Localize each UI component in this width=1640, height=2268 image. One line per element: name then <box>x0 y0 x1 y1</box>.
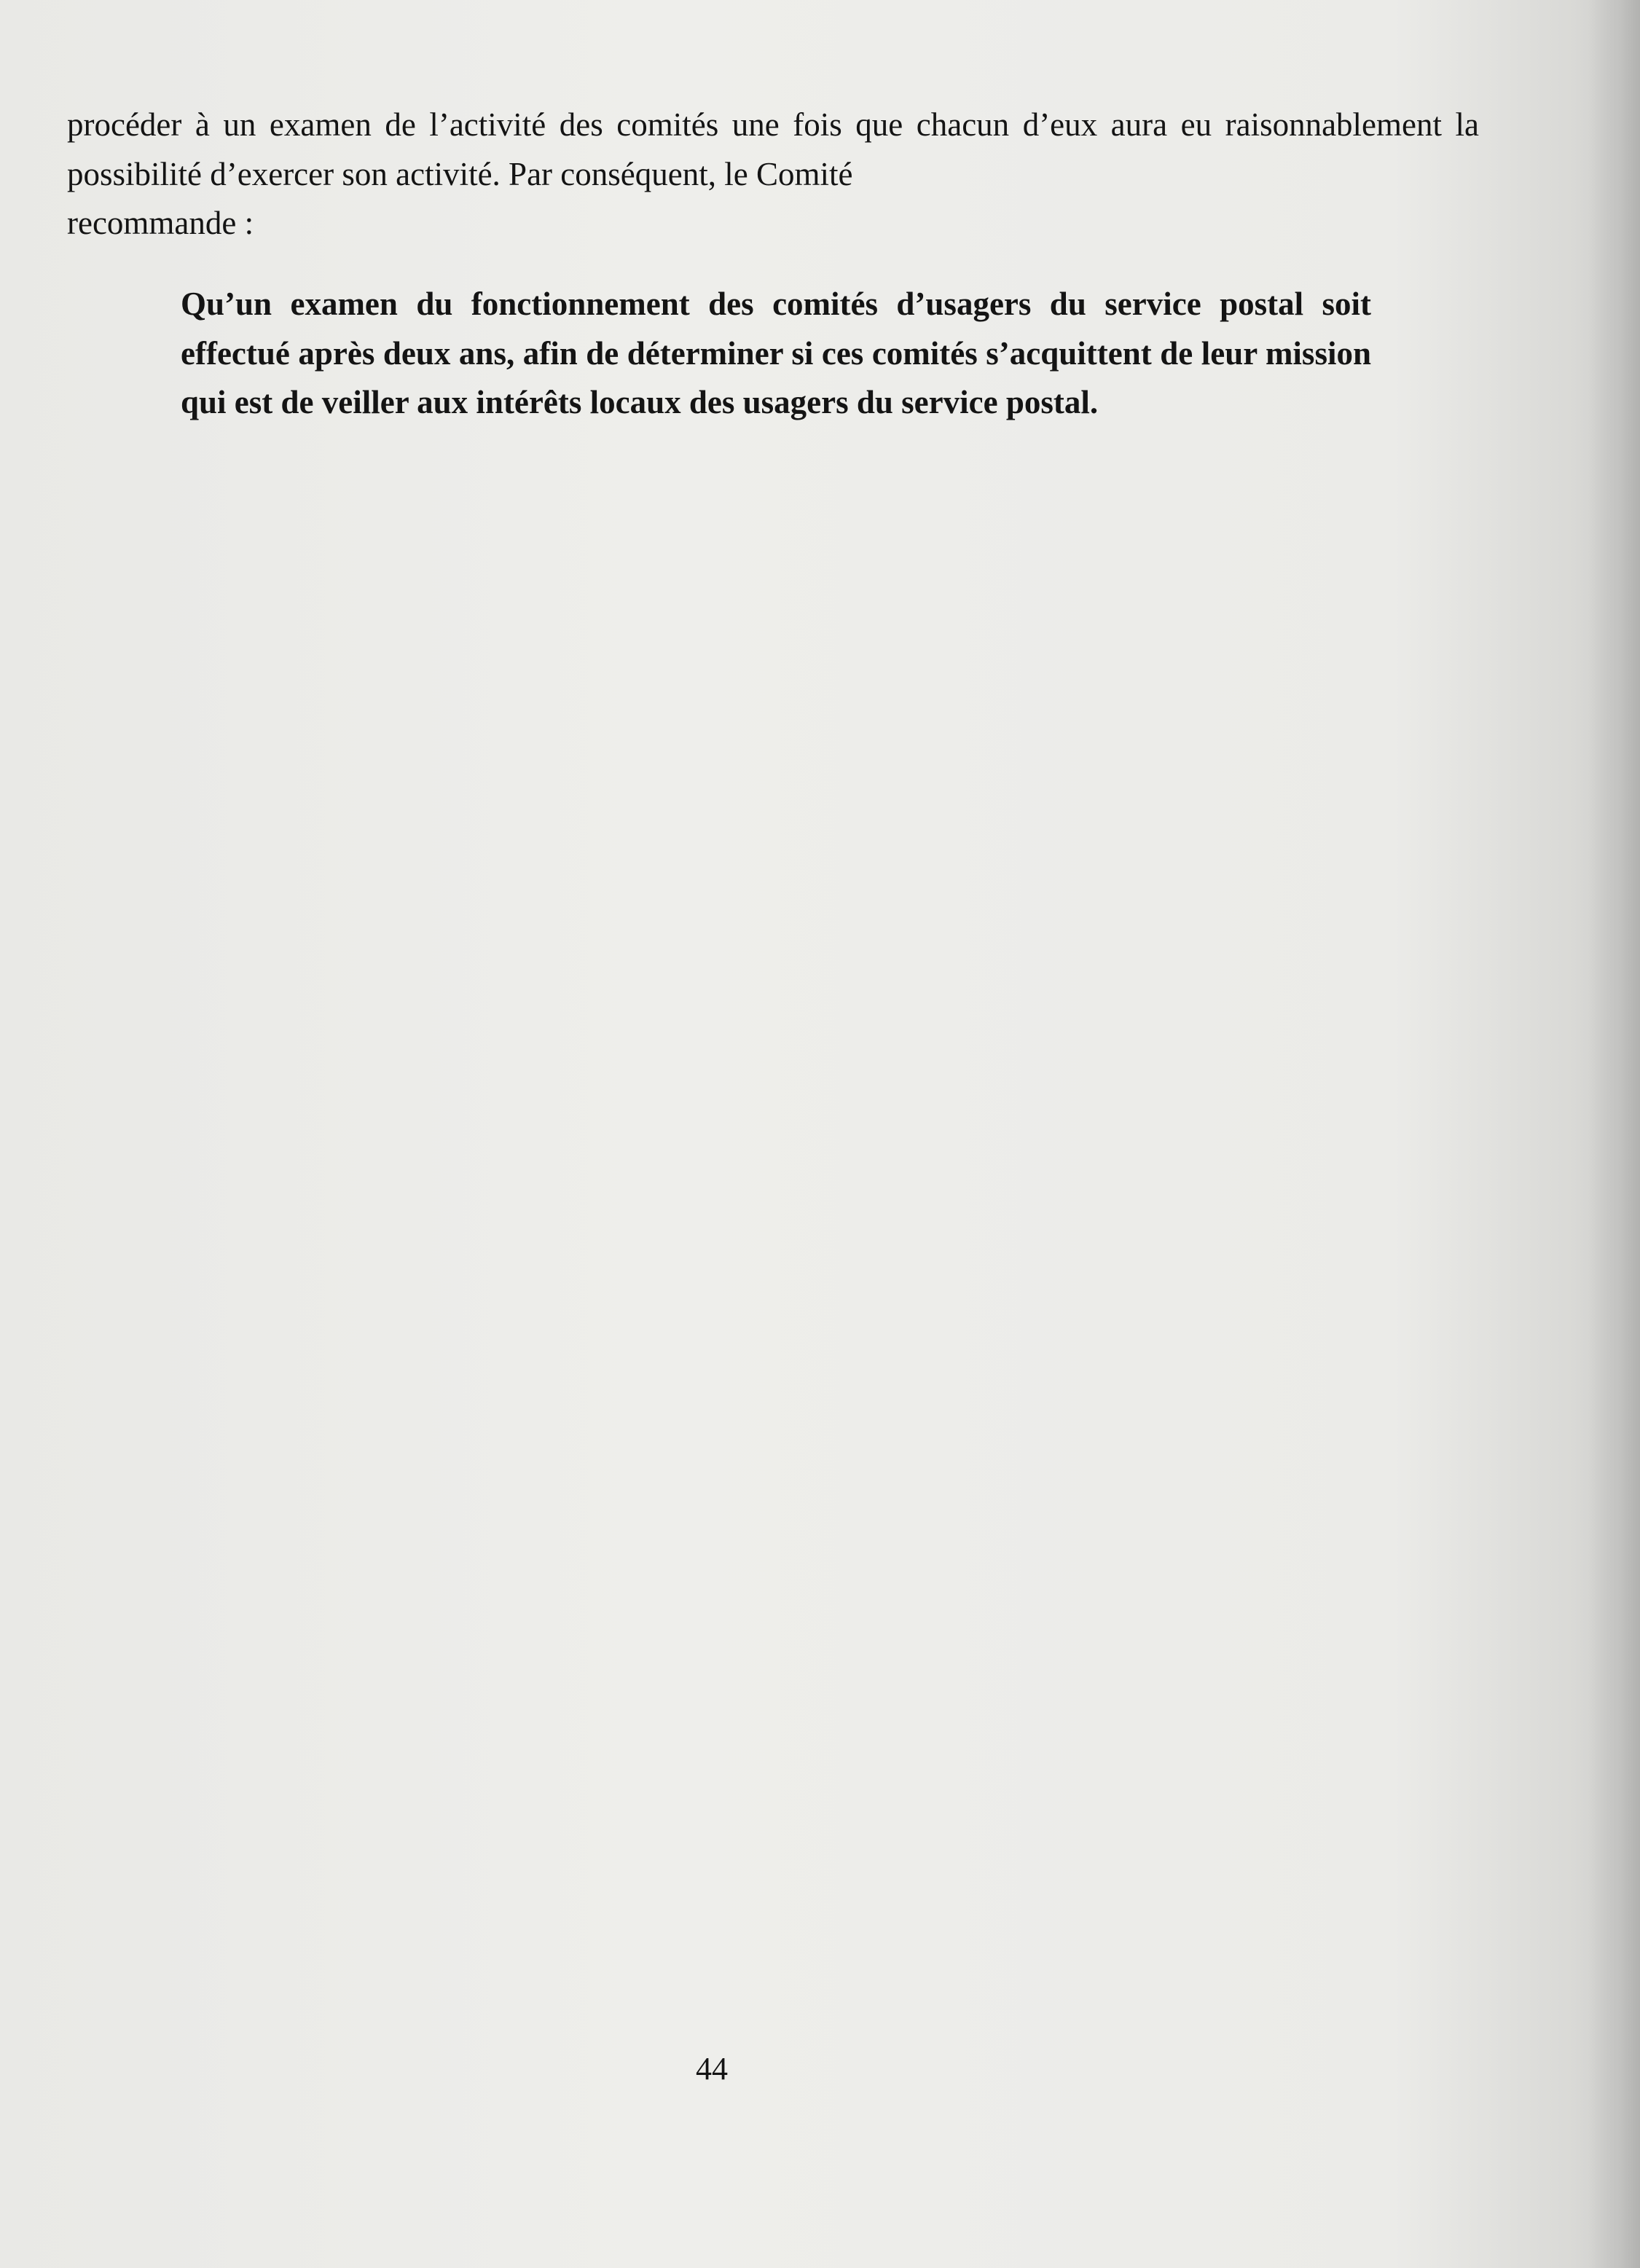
recommendation-text: Qu’un examen du fonctionnement des comités d’usagers du service postal soit effectué après deux ans, afin de déterminer si ces comités s’acquittent de leur mission qui est de veiller aux intérêts locaux des usagers du service postal. <box>181 286 1371 420</box>
body-text <box>67 101 1479 248</box>
paragraph-text: procéder à un examen de l’activité des comités une fois que chacun d’eux aura eu raisonnablement la possibilité d’exercer son activité. Par conséquent, le Comité <box>67 106 1479 192</box>
page-edge-shadow <box>1589 0 1640 2268</box>
page-number: 44 <box>696 2051 728 2087</box>
paragraph-last-line: recommande : <box>67 205 254 241</box>
paragraph <box>67 101 1479 248</box>
